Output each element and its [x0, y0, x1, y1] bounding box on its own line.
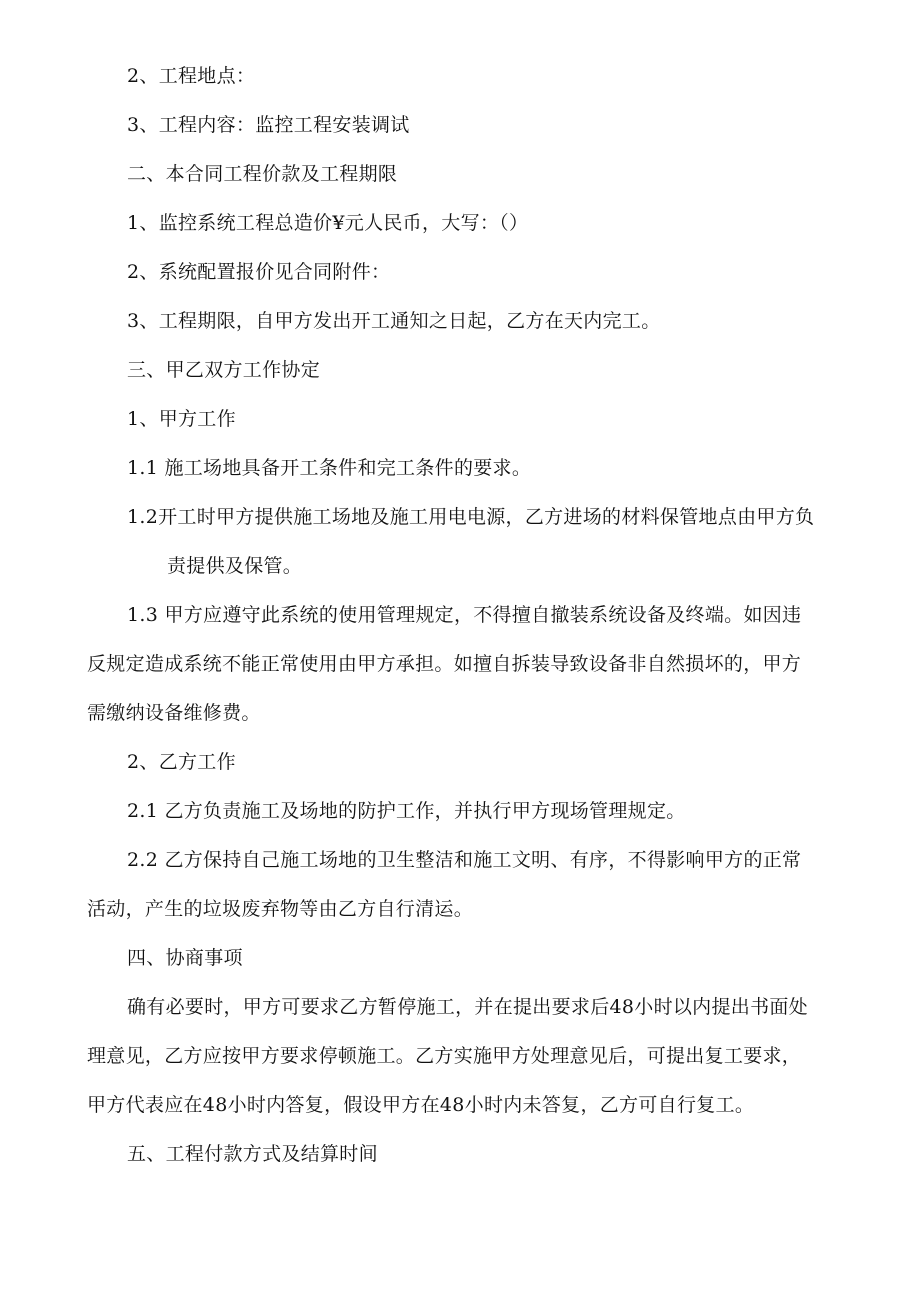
clause-1-2-continued: 责提供及保管。: [167, 555, 303, 577]
section-heading-work-agreement: 三、甲乙双方工作协定: [127, 359, 321, 381]
clause-1-1: 1.1 施工场地具备开工条件和完工条件的要求。: [127, 457, 532, 479]
negotiation-paragraph-line-1: 确有必要时，甲方可要求乙方暂停施工，并在提出要求后48小时以内提出书面处: [127, 996, 808, 1018]
item-total-cost: 1、监控系统工程总造价¥元人民币，大写：（）: [127, 212, 529, 234]
clause-2-1: 2.1 乙方负责施工及场地的防护工作，并执行甲方现场管理规定。: [127, 800, 686, 822]
subheading-party-b-work: 2、乙方工作: [127, 751, 236, 773]
item-system-quote: 2、系统配置报价见合同附件：: [127, 261, 391, 283]
section-heading-payment-and-settlement: 五、工程付款方式及结算时间: [127, 1143, 378, 1165]
section-heading-negotiation: 四、协商事项: [127, 947, 243, 969]
clause-1-3-continued-2: 需缴纳设备维修费。: [87, 702, 261, 724]
item-project-period: 3、工程期限，自甲方发出开工通知之日起，乙方在天内完工。: [127, 310, 661, 332]
subheading-party-a-work: 1、甲方工作: [127, 408, 236, 430]
negotiation-paragraph-line-3: 甲方代表应在48小时内答复，假设甲方在48小时内未答复，乙方可自行复工。: [87, 1094, 755, 1116]
clause-2-2: 2.2 乙方保持自己施工场地的卫生整洁和施工文明、有序，不得影响甲方的正常: [127, 849, 802, 871]
item-project-content: 3、工程内容：监控工程安装调试: [127, 114, 410, 136]
item-project-location: 2、工程地点：: [127, 65, 256, 87]
section-heading-price-and-period: 二、本合同工程价款及工程期限: [127, 163, 398, 185]
clause-2-2-continued: 活动，产生的垃圾废弃物等由乙方自行清运。: [87, 898, 474, 920]
negotiation-paragraph-line-2: 理意见，乙方应按甲方要求停顿施工。乙方实施甲方处理意见后，可提出复工要求，: [87, 1045, 802, 1067]
clause-1-3: 1.3 甲方应遵守此系统的使用管理规定，不得擅自撤装系统设备及终端。如因违: [127, 604, 802, 626]
clause-1-2: 1.2开工时甲方提供施工场地及施工用电电源，乙方进场的材料保管地点由甲方负: [127, 506, 815, 528]
clause-1-3-continued-1: 反规定造成系统不能正常使用由甲方承担。如擅自拆装导致设备非自然损坏的，甲方: [87, 653, 802, 675]
